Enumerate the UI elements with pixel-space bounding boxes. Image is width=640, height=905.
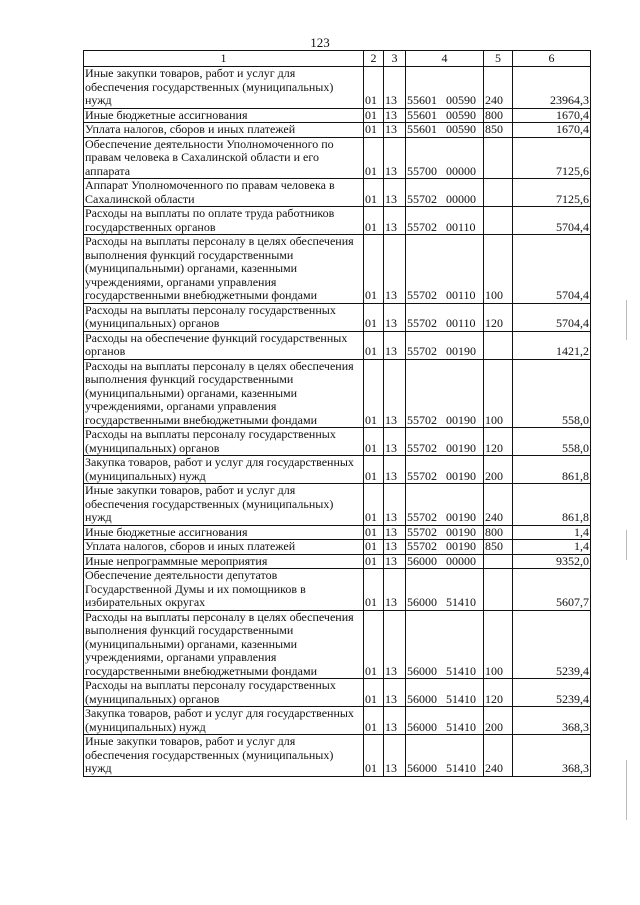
expense-type-cell: 240 <box>484 67 513 109</box>
section-code-cell: 01 <box>364 179 384 207</box>
amount-cell: 5704,4 <box>513 207 591 235</box>
table-row <box>84 108 591 123</box>
table-header-row <box>84 51 591 67</box>
table-row <box>84 525 591 540</box>
target-article-cell: 55702 00190 <box>406 525 484 540</box>
row-name-cell: Закупка товаров, работ и услуг для государственных (муниципальных) нужд <box>84 456 364 484</box>
subsection-code-cell: 13 <box>384 679 406 707</box>
table-row <box>84 679 591 707</box>
target-article-cell: 56000 51410 <box>406 735 484 777</box>
target-article-cell: 55702 00110 <box>406 207 484 235</box>
subsection-code-cell: 13 <box>384 554 406 569</box>
amount-cell: 861,8 <box>513 484 591 526</box>
section-code-cell: 01 <box>364 359 384 428</box>
target-article-cell: 56000 51410 <box>406 610 484 679</box>
section-code-cell: 01 <box>364 707 384 735</box>
amount-cell: 23964,3 <box>513 67 591 109</box>
table-row <box>84 179 591 207</box>
expense-type-cell <box>484 569 513 611</box>
amount-cell: 1,4 <box>513 525 591 540</box>
section-code-cell: 01 <box>364 525 384 540</box>
target-article-cell: 55601 00590 <box>406 123 484 138</box>
subsection-code-cell: 13 <box>384 540 406 555</box>
target-article-cell: 55702 00110 <box>406 303 484 331</box>
expense-type-cell: 100 <box>484 235 513 304</box>
subsection-code-cell: 13 <box>384 331 406 359</box>
expense-type-cell <box>484 331 513 359</box>
column-header: 4 <box>406 51 484 67</box>
subsection-code-cell: 13 <box>384 179 406 207</box>
amount-cell: 1670,4 <box>513 108 591 123</box>
column-header: 1 <box>84 51 364 67</box>
amount-cell: 7125,6 <box>513 179 591 207</box>
amount-cell: 368,3 <box>513 707 591 735</box>
row-name-cell: Аппарат Уполномоченного по правам человека в Сахалинской области <box>84 179 364 207</box>
subsection-code-cell: 13 <box>384 108 406 123</box>
row-name-cell: Иные закупки товаров, работ и услуг для обеспечения государственных (муниципальных) нужд <box>84 735 364 777</box>
subsection-code-cell: 13 <box>384 428 406 456</box>
page-number: 123 <box>310 35 330 50</box>
target-article-cell: 56000 00000 <box>406 554 484 569</box>
expense-type-cell: 850 <box>484 123 513 138</box>
expense-type-cell: 800 <box>484 525 513 540</box>
section-code-cell: 01 <box>364 331 384 359</box>
expense-type-cell: 200 <box>484 456 513 484</box>
row-name-cell: Уплата налогов, сборов и иных платежей <box>84 540 364 555</box>
target-article-cell: 55702 00110 <box>406 235 484 304</box>
subsection-code-cell: 13 <box>384 569 406 611</box>
section-code-cell: 01 <box>364 540 384 555</box>
target-article-cell: 55702 00190 <box>406 456 484 484</box>
table-row <box>84 484 591 526</box>
target-article-cell: 55601 00590 <box>406 67 484 109</box>
table-row <box>84 123 591 138</box>
column-header: 2 <box>364 51 384 67</box>
expense-type-cell <box>484 554 513 569</box>
expense-type-cell <box>484 137 513 179</box>
row-name-cell: Закупка товаров, работ и услуг для государственных (муниципальных) нужд <box>84 707 364 735</box>
amount-cell: 1421,2 <box>513 331 591 359</box>
row-name-cell: Расходы на выплаты персоналу в целях обеспечения выполнения функций государственными (муниципальными) органами, казенными учреждениями, органами управления государственными внебюджетными фондами <box>84 235 364 304</box>
binder-edge <box>626 0 627 905</box>
expense-type-cell: 120 <box>484 428 513 456</box>
amount-cell: 9352,0 <box>513 554 591 569</box>
section-code-cell: 01 <box>364 679 384 707</box>
subsection-code-cell: 13 <box>384 359 406 428</box>
amount-cell: 1,4 <box>513 540 591 555</box>
target-article-cell: 55702 00190 <box>406 428 484 456</box>
amount-cell: 5239,4 <box>513 610 591 679</box>
subsection-code-cell: 13 <box>384 137 406 179</box>
section-code-cell: 01 <box>364 235 384 304</box>
row-name-cell: Расходы на выплаты персоналу государственных (муниципальных) органов <box>84 428 364 456</box>
table-row <box>84 359 591 428</box>
subsection-code-cell: 13 <box>384 735 406 777</box>
section-code-cell: 01 <box>364 569 384 611</box>
amount-cell: 558,0 <box>513 428 591 456</box>
row-name-cell: Уплата налогов, сборов и иных платежей <box>84 123 364 138</box>
expense-type-cell: 240 <box>484 735 513 777</box>
section-code-cell: 01 <box>364 428 384 456</box>
section-code-cell: 01 <box>364 610 384 679</box>
table-row <box>84 735 591 777</box>
table-row <box>84 207 591 235</box>
section-code-cell: 01 <box>364 484 384 526</box>
row-name-cell: Иные бюджетные ассигнования <box>84 525 364 540</box>
subsection-code-cell: 13 <box>384 456 406 484</box>
amount-cell: 7125,6 <box>513 137 591 179</box>
target-article-cell: 55702 00190 <box>406 331 484 359</box>
row-name-cell: Расходы на выплаты персоналу государственных (муниципальных) органов <box>84 303 364 331</box>
row-name-cell: Обеспечение деятельности депутатов Государственной Думы и их помощников в избирательных округах <box>84 569 364 611</box>
subsection-code-cell: 13 <box>384 123 406 138</box>
target-article-cell: 55601 00590 <box>406 108 484 123</box>
table-row <box>84 428 591 456</box>
table-row <box>84 610 591 679</box>
subsection-code-cell: 13 <box>384 67 406 109</box>
amount-cell: 5704,4 <box>513 303 591 331</box>
amount-cell: 5239,4 <box>513 679 591 707</box>
table-row <box>84 540 591 555</box>
target-article-cell: 55702 00190 <box>406 359 484 428</box>
row-name-cell: Расходы на выплаты по оплате труда работников государственных органов <box>84 207 364 235</box>
target-article-cell: 55700 00000 <box>406 137 484 179</box>
table-row <box>84 235 591 304</box>
section-code-cell: 01 <box>364 735 384 777</box>
row-name-cell: Расходы на выплаты персоналу в целях обеспечения выполнения функций государственными (муниципальными) органами, казенными учреждениями, органами управления государственными внебюджетными фондами <box>84 359 364 428</box>
subsection-code-cell: 13 <box>384 484 406 526</box>
amount-cell: 558,0 <box>513 359 591 428</box>
target-article-cell: 55702 00190 <box>406 540 484 555</box>
expense-type-cell: 850 <box>484 540 513 555</box>
section-code-cell: 01 <box>364 67 384 109</box>
row-name-cell: Иные бюджетные ассигнования <box>84 108 364 123</box>
subsection-code-cell: 13 <box>384 303 406 331</box>
expense-type-cell: 240 <box>484 484 513 526</box>
row-name-cell: Обеспечение деятельности Уполномоченного по правам человека в Сахалинской области и его аппарата <box>84 137 364 179</box>
amount-cell: 861,8 <box>513 456 591 484</box>
expense-type-cell: 200 <box>484 707 513 735</box>
column-header: 3 <box>384 51 406 67</box>
expense-type-cell: 100 <box>484 359 513 428</box>
target-article-cell: 55702 00000 <box>406 179 484 207</box>
expense-type-cell: 100 <box>484 610 513 679</box>
budget-table <box>83 50 591 777</box>
target-article-cell: 56000 51410 <box>406 679 484 707</box>
column-header: 5 <box>484 51 513 67</box>
amount-cell: 5704,4 <box>513 235 591 304</box>
table-row <box>84 67 591 109</box>
section-code-cell: 01 <box>364 108 384 123</box>
table-row <box>84 569 591 611</box>
section-code-cell: 01 <box>364 137 384 179</box>
table-row <box>84 303 591 331</box>
section-code-cell: 01 <box>364 123 384 138</box>
row-name-cell: Иные непрограммные мероприятия <box>84 554 364 569</box>
expense-type-cell: 120 <box>484 303 513 331</box>
table-row <box>84 137 591 179</box>
expense-type-cell <box>484 179 513 207</box>
section-code-cell: 01 <box>364 303 384 331</box>
expense-type-cell: 120 <box>484 679 513 707</box>
row-name-cell: Иные закупки товаров, работ и услуг для обеспечения государственных (муниципальных) нужд <box>84 67 364 109</box>
target-article-cell: 56000 51410 <box>406 707 484 735</box>
expense-type-cell <box>484 207 513 235</box>
amount-cell: 1670,4 <box>513 123 591 138</box>
row-name-cell: Иные закупки товаров, работ и услуг для обеспечения государственных (муниципальных) нужд <box>84 484 364 526</box>
row-name-cell: Расходы на выплаты персоналу в целях обеспечения выполнения функций государственными (муниципальными) органами, казенными учреждениями, органами управления государственными внебюджетными фондами <box>84 610 364 679</box>
section-code-cell: 01 <box>364 554 384 569</box>
subsection-code-cell: 13 <box>384 207 406 235</box>
row-name-cell: Расходы на обеспечение функций государственных органов <box>84 331 364 359</box>
row-name-cell: Расходы на выплаты персоналу государственных (муниципальных) органов <box>84 679 364 707</box>
table-row <box>84 331 591 359</box>
target-article-cell: 56000 51410 <box>406 569 484 611</box>
target-article-cell: 55702 00190 <box>406 484 484 526</box>
table-row <box>84 554 591 569</box>
subsection-code-cell: 13 <box>384 610 406 679</box>
subsection-code-cell: 13 <box>384 525 406 540</box>
section-code-cell: 01 <box>364 207 384 235</box>
subsection-code-cell: 13 <box>384 235 406 304</box>
amount-cell: 5607,7 <box>513 569 591 611</box>
subsection-code-cell: 13 <box>384 707 406 735</box>
amount-cell: 368,3 <box>513 735 591 777</box>
table-row <box>84 707 591 735</box>
column-header: 6 <box>513 51 591 67</box>
section-code-cell: 01 <box>364 456 384 484</box>
table-row <box>84 456 591 484</box>
expense-type-cell: 800 <box>484 108 513 123</box>
